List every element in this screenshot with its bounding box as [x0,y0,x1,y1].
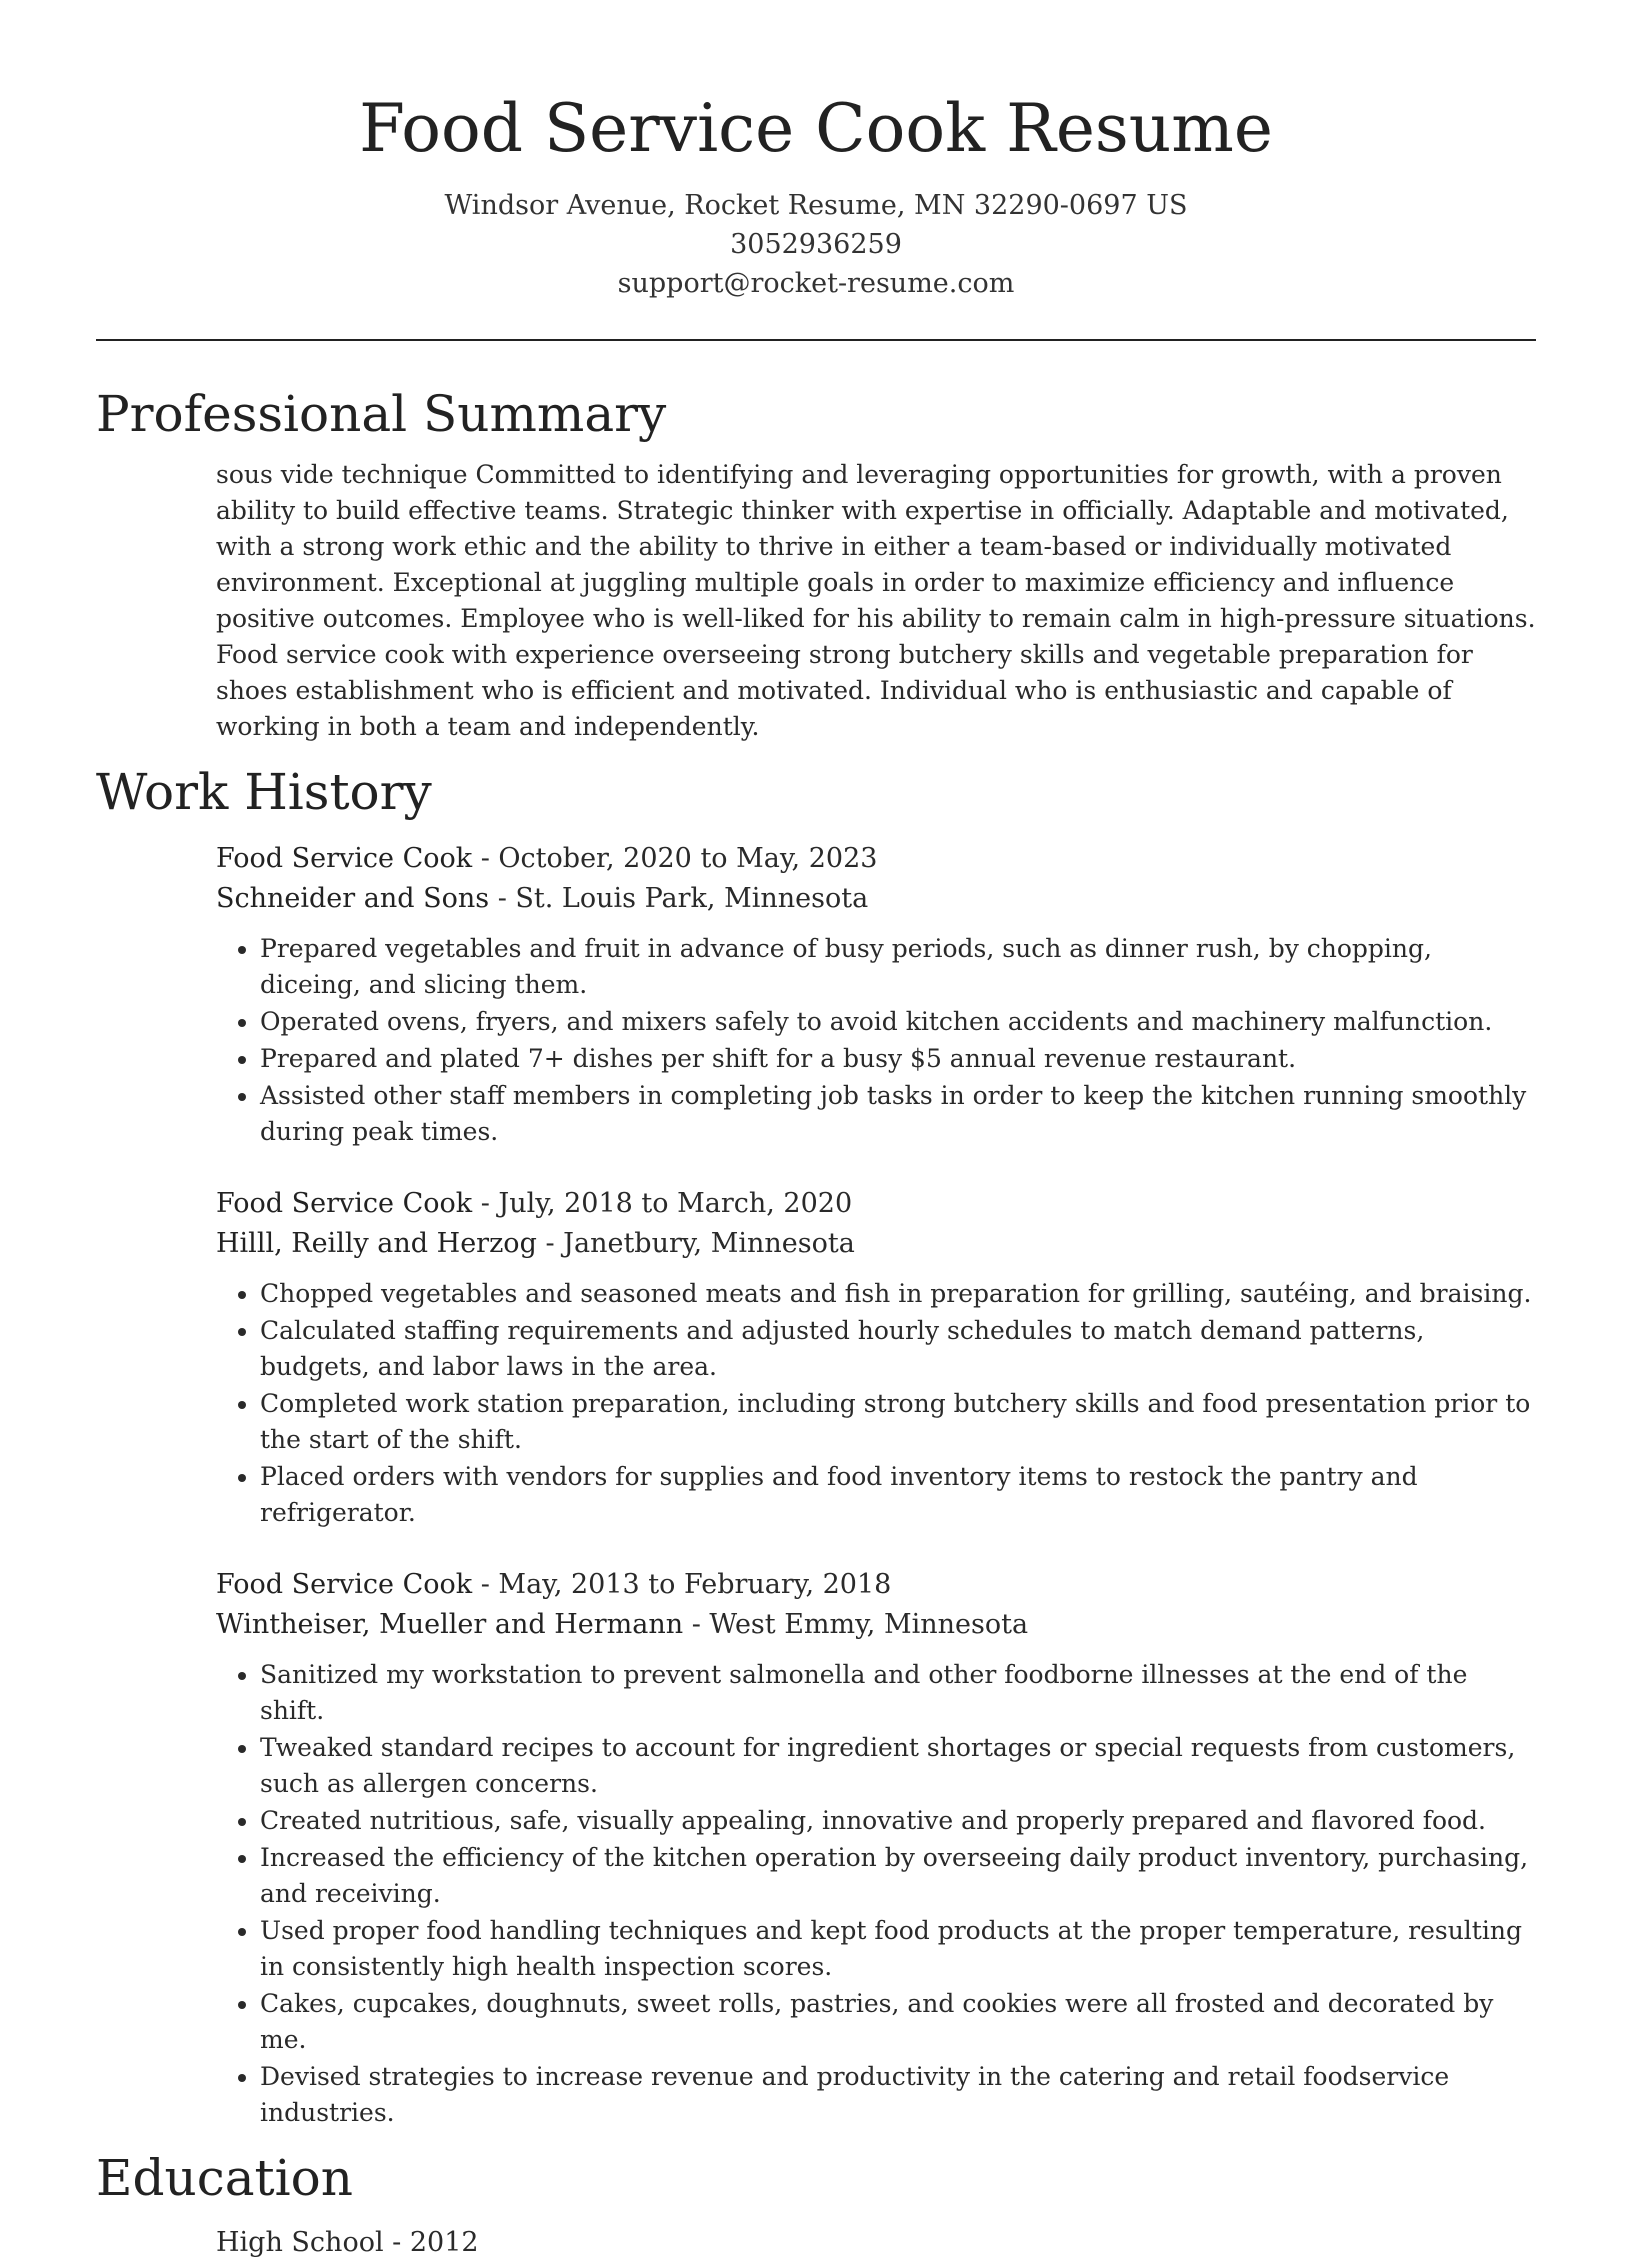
job-company: Schneider and Sons [216,883,490,914]
job-bullet: • Placed orders with vendors for supplies and food inventory items to restock the pantry and refrigerator. [260,1459,1536,1531]
job-title: Food Service Cook [216,1569,473,1600]
job-bullet: • Operated ovens, fryers, and mixers safely to avoid kitchen accidents and machinery malfunction. [260,1004,1536,1040]
job-title: Food Service Cook [216,843,473,874]
job-entry [216,1565,1536,2131]
job-separator: - [489,883,516,914]
summary-text: sous vide technique Committed to identifying and leveraging opportunities for growth, with a proven ability to build effective teams. Strategic thinker with expertise in officially. Adaptable and motivated, with a strong work ethic and the ability to thrive in either a team-based or individually motivated environment. Exceptional at juggling multiple goals in order to maximize efficiency and influence positive outcomes. Employee who is well-liked for his ability to remain calm in high-pressure situations. Food service cook with experience overseeing strong butchery skills and vegetable preparation for shoes establishment who is efficient and motivated. Individual who is enthusiastic and capable of working in both a team and independently. [216,460,1536,741]
job-bullet: • Prepared and plated 7+ dishes per shift for a busy $5 annual revenue restaurant. [260,1041,1536,1077]
education-heading: Education [96,2149,353,2207]
job-location: West Emmy, Minnesota [709,1609,1029,1640]
job-title-line [216,1184,1536,1224]
job-bullets [216,1276,1536,1531]
job-location: Janetbury, Minnesota [563,1228,855,1259]
job-title: Food Service Cook [216,1188,473,1219]
job-entry [216,1184,1536,1531]
job-bullet: • Chopped vegetables and seasoned meats and fish in preparation for grilling, sautéing, and braising. [260,1276,1536,1312]
job-location: St. Louis Park, Minnesota [515,883,869,914]
resume-header [96,0,1536,303]
job-entry [216,839,1536,1150]
job-bullets [216,931,1536,1150]
job-title-line [216,1565,1536,1605]
work-history-list [216,839,1536,2131]
contact-email: support@rocket-resume.com [617,268,1015,299]
job-dates: July, 2018 to March, 2020 [498,1188,853,1219]
contact-address: Windsor Avenue, Rocket Resume, MN 32290-0697 US [444,190,1188,221]
job-title-line [216,839,1536,879]
job-bullet: • Tweaked standard recipes to account for ingredient shortages or special requests from customers, such as allergen concerns. [260,1730,1536,1802]
job-bullet: • Cakes, cupcakes, doughnuts, sweet rolls, pastries, and cookies were all frosted and decorated by me. [260,1986,1536,2058]
job-company-line [216,1224,1536,1264]
job-separator: - [683,1609,710,1640]
job-company: Hilll, Reilly and Herzog [216,1228,537,1259]
job-bullet: • Sanitized my workstation to prevent salmonella and other foodborne illnesses at the end of the shift. [260,1657,1536,1729]
job-separator: - [472,1188,499,1219]
job-separator: - [472,1569,499,1600]
resume-title: Food Service Cook Resume [359,90,1273,167]
job-dates: October, 2020 to May, 2023 [498,843,878,874]
job-separator: - [536,1228,564,1259]
summary-heading: Professional Summary [96,385,667,443]
job-bullet: • Assisted other staff members in completing job tasks in order to keep the kitchen running smoothly during peak times. [260,1078,1536,1150]
job-bullet: • Completed work station preparation, including strong butchery skills and food presentation prior to the start of the shift. [260,1386,1536,1458]
contact-phone: 3052936259 [730,229,902,260]
job-bullet: • Prepared vegetables and fruit in advance of busy periods, such as dinner rush, by chopping, diceing, and slicing them. [260,931,1536,1003]
job-bullet: • Created nutritious, safe, visually appealing, innovative and properly prepared and flavored food. [260,1803,1536,1839]
work-history-heading: Work History [96,763,432,821]
job-company-line [216,1605,1536,1645]
education-entry: High School - 2012 [216,2227,479,2258]
job-separator: - [472,843,499,874]
job-bullet: • Increased the efficiency of the kitchen operation by overseeing daily product inventory, purchasing, and receiving. [260,1840,1536,1912]
job-bullet: • Calculated staffing requirements and adjusted hourly schedules to match demand patterns, budgets, and labor laws in the area. [260,1313,1536,1385]
header-divider [96,339,1536,341]
job-company: Wintheiser, Mueller and Hermann [216,1609,684,1640]
contact-block [96,186,1536,303]
job-dates: May, 2013 to February, 2018 [498,1569,892,1600]
job-bullet: • Used proper food handling techniques and kept food products at the proper temperature, resulting in consistently high health inspection scores. [260,1913,1536,1985]
job-bullets [216,1657,1536,2131]
job-company-line [216,879,1536,919]
job-bullet: • Devised strategies to increase revenue and productivity in the catering and retail foodservice industries. [260,2059,1536,2131]
